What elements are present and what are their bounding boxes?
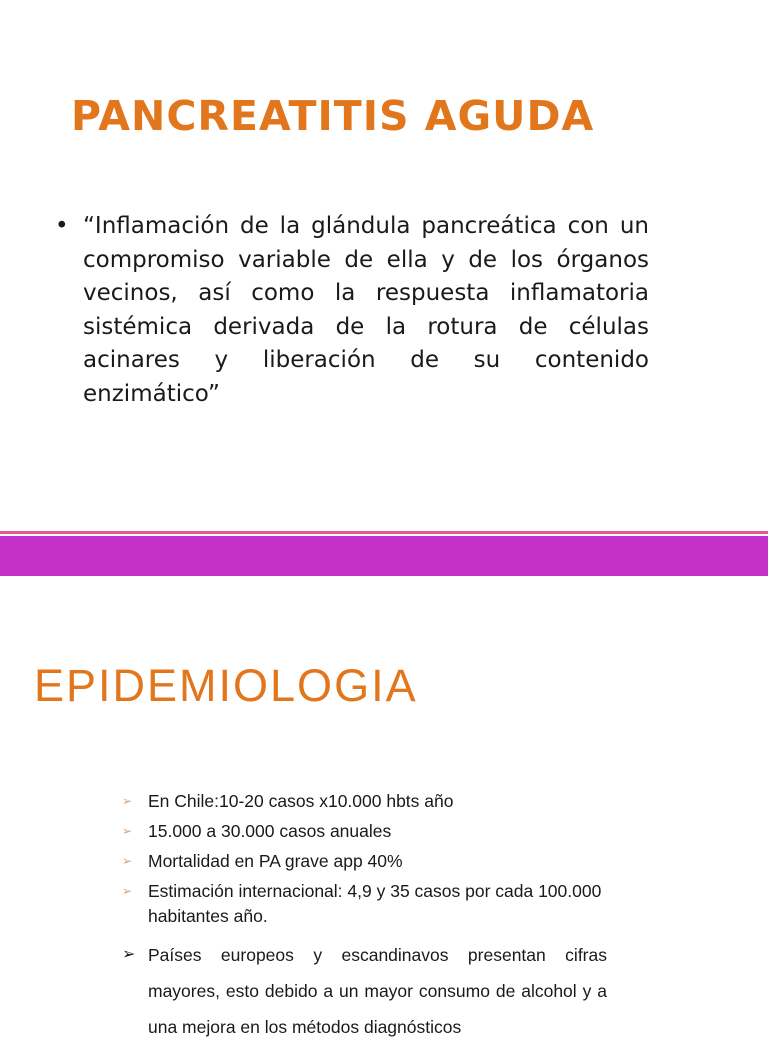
- epidemiology-list: [122, 789, 602, 934]
- list-item: [122, 879, 602, 929]
- definition-text: “Inflamación de la glándula pancreática con un compromiso variable de ella y de los órganos vecinos, así como la respuesta inflamatoria sistémica derivada de la rotura de células acinares y liberación de su contenido enzimático”: [83, 213, 649, 407]
- list-item: [122, 789, 602, 814]
- arrowhead-bullet-icon: ➢: [122, 946, 136, 963]
- bullet-dot: •: [55, 213, 69, 239]
- europe-paragraph: [122, 937, 607, 1045]
- arrow-bullet-icon: ➢: [122, 884, 133, 898]
- list-item-text: Estimación internacional: 4,9 y 35 casos por cada 100.000 habitantes año.: [148, 881, 602, 926]
- list-item-text: Mortalidad en PA grave app 40%: [148, 851, 403, 871]
- slide-divider-line: [0, 531, 768, 534]
- list-item: [122, 819, 602, 844]
- arrow-bullet-icon: ➢: [122, 794, 133, 808]
- paragraph-text: Países europeos y escandinavos presentan cifras mayores, esto debido a un mayor consumo de alcohol y a una mejora en los métodos diagnósticos: [148, 945, 607, 1037]
- list-item: [122, 849, 602, 874]
- arrow-bullet-icon: ➢: [122, 824, 133, 838]
- slide-title: PANCREATITIS AGUDA: [71, 92, 595, 140]
- list-item-text: 15.000 a 30.000 casos anuales: [148, 821, 392, 841]
- slide-divider-band: [0, 536, 768, 576]
- definition-bullet: [55, 210, 649, 411]
- list-item-text: En Chile:10-20 casos x10.000 hbts año: [148, 791, 454, 811]
- section-title: EPIDEMIOLOGIA: [34, 660, 418, 711]
- arrow-bullet-icon: ➢: [122, 854, 133, 868]
